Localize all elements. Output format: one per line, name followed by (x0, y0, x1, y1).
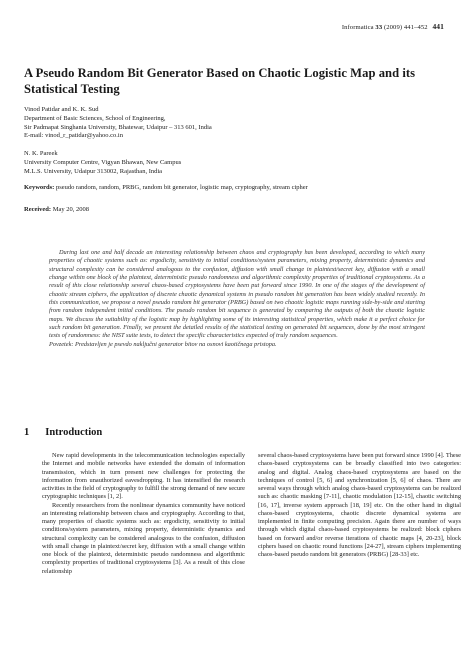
section-title: Introduction (45, 427, 103, 438)
intro-paragraph-2: Recently researchers from the nonlinear dynamics community have noticed an interesting relationship between chaos and cryptography. According to that, many properties of chaotic systems such as: ergodicity, sensitivity to initial conditions/system parameters, mixing property, deterministic dynamics and structural complexity can be considered analogous to the confusion, diffusion with small change in plaintext/secret key, diffusion with a small change within one block of the plaintext, deterministic pseudo randomness and algorithmic complexity properties of traditional cryptosystems [3]. As a result of this close relationship (42, 501, 245, 575)
author-email: E-mail: vinod_r_patidar@yahoo.co.in (24, 132, 123, 140)
received-date: May 20, 2008 (52, 206, 89, 213)
affiliation-university-2: M.L.S. University, Udaipur 313002, Rajasthan, India (24, 167, 163, 175)
affiliation-centre: University Computer Centre, Vigyan Bhawan, New Campus (24, 158, 182, 166)
author-affiliation-1 (24, 106, 212, 141)
author-names-1: Vinod Patidar and K. K. Sud (24, 106, 99, 113)
journal-volume: 33 (375, 24, 383, 31)
paper-title: A Pseudo Random Bit Generator Based on Chaotic Logistic Map and its Statistical Testing (24, 66, 416, 96)
journal-pages: 441–452 (403, 24, 428, 31)
received-label: Received: (24, 206, 52, 213)
keywords-label: Keywords: (24, 184, 55, 191)
author-names-2: N. K. Pareek (24, 150, 58, 157)
section-number: 1 (24, 427, 30, 438)
intro-paragraph-1: New rapid developments in the telecommunication technologies especially the Internet and mobile networks have extended the domain of information transmission, which in turn present new challenges for protecting the information from unauthorized eavesdropping. It has intensified the research activities in the field of cryptography to fulfill the strong demand of new secure cryptographic techniques [1, 2]. (42, 452, 245, 501)
abstract-body: During last one and half decade an interesting relationship between chaos and cryptography has been developed, according to which many properties of chaotic systems such as: ergodicity, sensitivity to initial conditions/system parameters, mixing property, deterministic dynamics and structural complexity can be considered analogous to the confusion, diffusion with small change in plaintext/secret key, diffusion with a small change within one block of the plaintext, deterministic pseudo randomness and algorithmic complexity properties of traditional cryptosystems. As a result of this close relationship several chaos-based cryptosystems have been put forward since 1990. In one of the stages of the development of chaotic stream ciphers, the application of discrete chaotic dynamical systems in pseudo random bit generation has been widely studied recently. In this communication, we propose a novel pseudo random bit generator (PRBG) based on two chaotic logistic maps running side-by-side and starting from random independent initial conditions. The pseudo random bit sequence is generated by comparing the outputs of both the chaotic logistic maps. We discuss the suitability of the logistic map by highlighting some of its interesting statistical properties, which make it a perfect choice for such random bit generation. Finally, we present the detailed results of the statistical testing on generated bit sequences, done by the most stringent tests of randomness: the NIST suite tests, to detect the specific characteristics expected of truly random sequences. (49, 249, 425, 340)
keywords-line (24, 184, 308, 193)
keywords-text: pseudo random, random, PRBG, random bit generator, logistic map, cryptography, stream cipher (55, 184, 308, 191)
page-number: 441 (432, 22, 444, 31)
journal-year: (2009) (383, 24, 403, 31)
section-heading (24, 427, 102, 438)
left-column (42, 452, 245, 576)
abstract-povzetek: Povzetek: Predstavljen je psevdo naključni generator bitov na osnovi kaotičnega pristopa. (49, 340, 277, 348)
journal-name: Informatica (341, 24, 374, 31)
intro-paragraph-3: several chaos-based cryptosystems have been put forward since 1990 [4]. These chaos-based cryptosystems can be broadly classified into two categories: analog and digital. Analog chaos-based cryptosystems are based on the techniques of control [5, 6] and synchronization [5, 6] of chaos. There are several ways through which analog chaos-based cryptosystems can be realized such as: chaotic masking [7-11], chaotic modulation [12-15], chaotic switching [16, 17], inverse system approach [18, 19] etc. On the other hand in digital chaos-based cryptosystems, chaotic discrete dynamical systems are implemented in finite computing precision. Again there are number of ways through which digital chaos-based cryptosystems be realized: block ciphers based on forward and/or reverse iterations of chaotic maps [4, 20-23], block ciphers based on chaotic round functions [24-27], stream ciphers implementing chaos-based pseudo random bit generators (PRBG) [28-33] etc. (258, 452, 461, 558)
received-line (24, 206, 89, 215)
running-head (342, 22, 444, 31)
right-column (258, 452, 461, 559)
abstract (49, 249, 425, 349)
affiliation-university-1: Sir Padmapat Singhania University, Bhatewar, Udaipur – 313 601, India (24, 123, 212, 131)
author-affiliation-2 (24, 150, 181, 176)
affiliation-department: Department of Basic Sciences, School of Engineering, (24, 114, 166, 122)
